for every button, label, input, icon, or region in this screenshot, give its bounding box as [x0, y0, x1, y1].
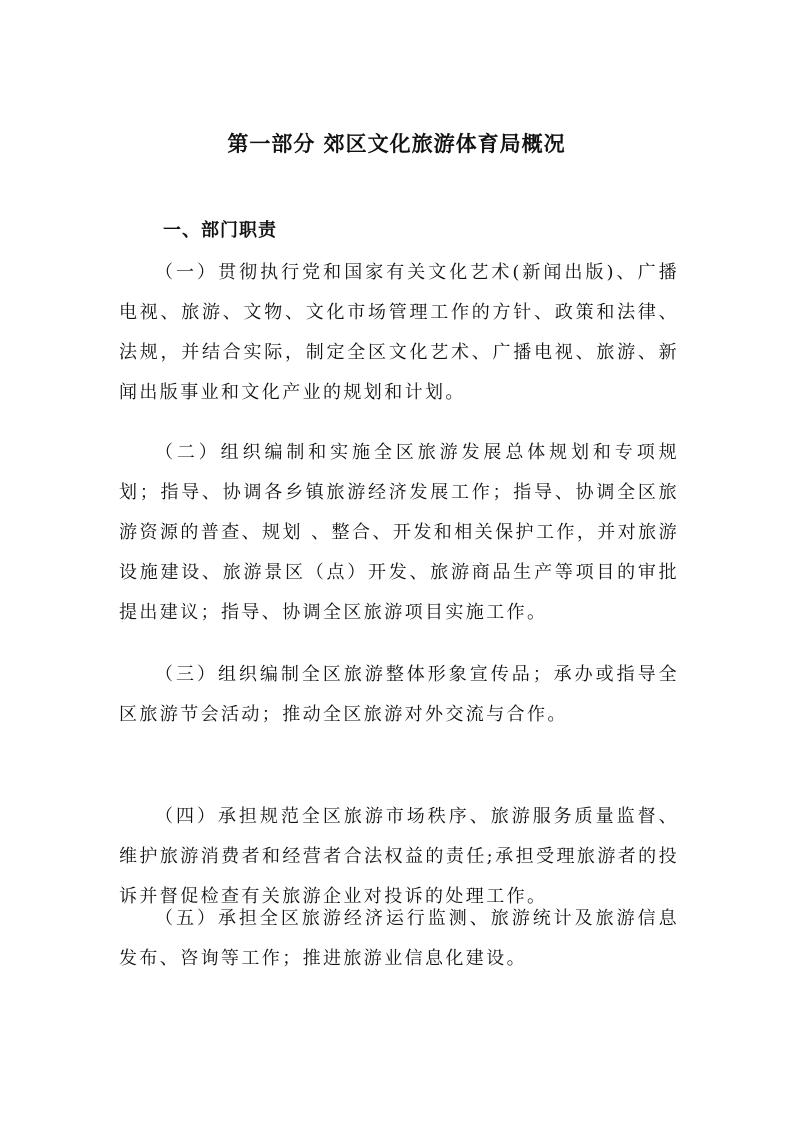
paragraph-3: （三）组织编制全区旅游整体形象宣传品；承办或指导全区旅游节会活动；推动全区旅游对外交流与合作。 [119, 664, 679, 725]
paragraph-1: （一）贯彻执行党和国家有关文化艺术(新闻出版)、广播电视、旅游、文物、文化市场管理工作的方针、政策和法律、法规，并结合实际，制定全区文化艺术、广播电视、旅游、新闻出版事业和文化产业的规划和计划。 [119, 262, 679, 403]
paragraph-2: （二）组织编制和实施全区旅游发展总体规划和专项规划；指导、协调各乡镇旅游经济发展工作；指导、协调全区旅游资源的普查、规划 、整合、开发和相关保护工作，并对旅游设施建设、旅游景区（点）开发、旅游商品生产等项目的审批提出建议；指导、协调全区旅游项目实施工作。 [119, 442, 679, 623]
paragraph-4: （四）承担规范全区旅游市场秩序、旅游服务质量监督、维护旅游消费者和经营者合法权益的责任;承担受理旅游者的投诉并督促检查有关旅游企业对投诉的处理工作。 [119, 806, 679, 907]
section-heading: 一、部门职责 [163, 220, 277, 241]
paragraph-5: （五）承担全区旅游经济运行监测、旅游统计及旅游信息发布、咨询等工作；推进旅游业信息化建设。 [119, 908, 679, 969]
page-title: 第一部分 郊区文化旅游体育局概况 [227, 132, 566, 156]
